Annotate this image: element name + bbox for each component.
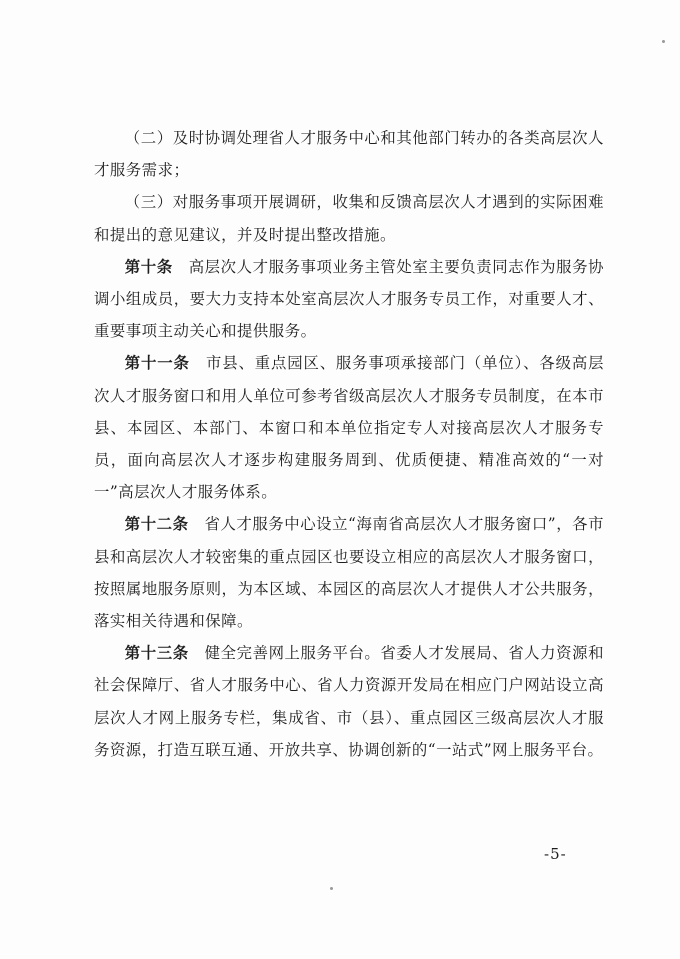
- article-heading: 第十条: [124, 257, 173, 276]
- article-text: 省人才服务中心设立“海南省高层次人才服务窗口”，各市县和高层次人才较密集的重点园区也要设立相应的高层次人才服务窗口，按照属地服务原则，为本区域、本园区的高层次人才提供人才公共服务，落实相关待遇和保障。: [94, 515, 604, 631]
- article-10: [94, 251, 604, 348]
- article-text: 高层次人才服务事项业务主管处室主要负责同志作为服务协调小组成员，要大力支持本处室高层次人才服务专员工作，对重要人才、重要事项主动关心和提供服务。: [94, 257, 604, 341]
- article-13: [94, 637, 604, 766]
- article-11: [94, 347, 604, 508]
- article-heading: 第十二条: [124, 515, 189, 534]
- paragraph-text: （二）及时协调处理省人才服务中心和其他部门转办的各类高层次人才服务需求；: [94, 129, 604, 180]
- article-text: 健全完善网上服务平台。省委人才发展局、省人力资源和社会保障厅、省人才服务中心、省人力资源开发局在相应门户网站设立高层次人才网上服务专栏，集成省、市（县）、重点园区三级高层次人才服务资源，打造互联互通、开放共享、协调创新的“一站式”网上服务平台。: [94, 644, 604, 759]
- paragraph-text: （三）对服务事项开展调研，收集和反馈高层次人才遇到的实际困难和提出的意见建议，并及时提出整改措施。: [94, 193, 604, 244]
- article-heading: 第十三条: [124, 644, 189, 663]
- scan-speck: [662, 40, 665, 43]
- document-body: [94, 122, 604, 766]
- article-text: 市县、重点园区、服务事项承接部门（单位）、各级高层次人才服务窗口和用人单位可参考省级高层次人才服务专员制度，在本市县、本园区、本部门、本窗口和本单位指定专人对接高层次人才服务专员，面向高层次人才逐步构建服务周到、优质便捷、精准高效的“一对一”高层次人才服务体系。: [94, 354, 604, 502]
- paragraph-item-2: [94, 122, 604, 186]
- article-heading: 第十一条: [124, 354, 190, 373]
- article-12: [94, 508, 604, 637]
- scan-speck: [330, 887, 333, 890]
- paragraph-item-3: [94, 186, 604, 250]
- page-number: -5-: [544, 845, 567, 863]
